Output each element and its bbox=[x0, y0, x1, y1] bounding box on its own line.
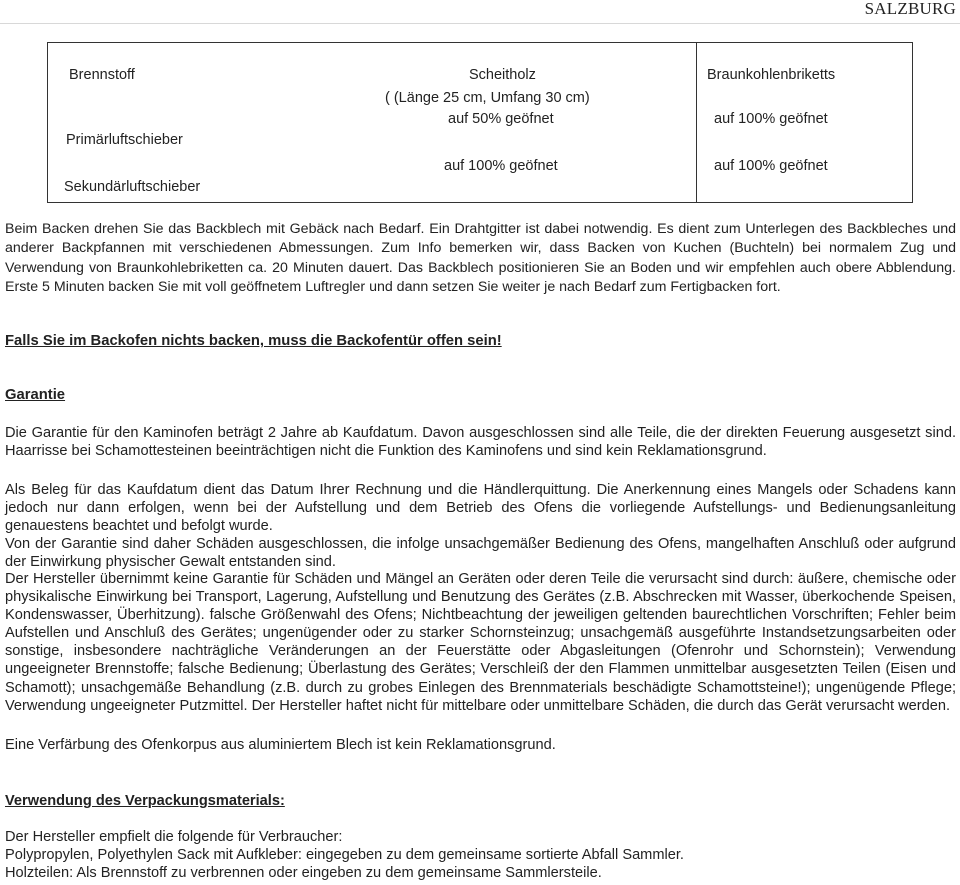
table-column-divider bbox=[696, 42, 697, 203]
table-header-scheitholz: Scheitholz bbox=[469, 67, 536, 83]
table-sekundaer-kohle: auf 100% geöfnet bbox=[714, 158, 828, 174]
garantie-paragraph-4: Der Hersteller übernimmt keine Garantie für Schäden und Mängel an Geräten oder deren Teile die verursacht sind durch: äußere, chemische oder physikalische Einwirkung bei Transport, Lagerung, Aufstellung und Benutzung des Gerätes (z.B. Abschrecken mit Wasser, überkochende Speisen, Kondenswasser, Überhitzung). falsche Größenwahl des Ofens; Nichtbeachtung der jeweiligen geltenden baurechtlichen Vorschriften; Fehler beim Aufstellen und Anschluß des Gerätes; ungenügender oder zu starker Schornsteinzug; unsachgemäß ausgeführte Instandsetzungsarbeiten oder sonstige, insbesondere nachträgliche Veränderungen an der Feuerstätte oder Abgasleitungen (Ofenrohr und Schornstein); Verwendung ungeeigneter Brennstoffe; falsche Bedienung; Überlastung des Gerätes; Verschleiß der den Flammen unmittelbar ausgesetzten Teilen (Eisen und Schamott); unsachgemäße Behandlung (z.B. durch zu grobes Einlegen des Brennmaterials beschädigte Schamottsteine!); ungenügende Pflege; Verwendung ungeeigneter Putzmittel. Der Hersteller haftet nicht für mittelbare oder unmittelbare Schäden, die durch das Gerät verursacht werden. bbox=[5, 571, 956, 714]
table-scheitholz-detail: ( (Länge 25 cm, Umfang 30 cm) bbox=[385, 90, 590, 106]
backen-paragraph: Beim Backen drehen Sie das Backblech mit Gebäck nach Bedarf. Ein Drahtgitter ist dabei notwendig. Es dient zum Unterlegen des Backbleches und anderer Backpfannen mit verschiedenen Abmessungen. Zum Info bemerken wir, dass Backen von Kuchen (Buchteln) bei normalem Zug und Verwendung von Braunkohlebriketten ca. 20 Minuten dauert. Das Backblech positionieren Sie an Boden und wir empfehlen auch obere Abblendung. Erste 5 Minuten backen Sie mit voll geöffnetem Luftregler und dann setzen Sie weiter je nach Bedarf zum Fertigbacken fort. bbox=[5, 221, 956, 295]
verpackung-line-1: Der Hersteller empfielt die folgende für Verbraucher: bbox=[5, 829, 343, 845]
table-primaer-holz: auf 50% geöfnet bbox=[448, 111, 554, 127]
verpackung-heading: Verwendung des Verpackungsmaterials: bbox=[5, 793, 285, 809]
verpackung-line-3: Holzteilen: Als Brennstoff zu verbrennen oder eingeben zu dem gemeinsame Sammlersteile. bbox=[5, 865, 602, 881]
table-primaer-kohle: auf 100% geöfnet bbox=[714, 111, 828, 127]
garantie-heading: Garantie bbox=[5, 387, 66, 403]
garantie-paragraph-3: Von der Garantie sind daher Schäden ausgeschlossen, die infolge unsachgemäßer Bedienung des Ofens, mangelhaften Anschluß oder aufgrund der Einwirkung physischer Gewalt entstanden sind. bbox=[5, 536, 956, 571]
garantie-paragraph-2: Als Beleg für das Kaufdatum dient das Datum Ihrer Rechnung und die Händlerquittung. Die Anerkennung eines Mangels oder Schadens kann jedoch nur dann erfolgen, wenn bei der Aufstellung und dem Betrieb des Ofens die vorliegende Aufstellungs- und Bedienungsanleitung genauestens beachtet und befolgt wurde. bbox=[5, 482, 956, 535]
table-row-primaer-label: Primärluftschieber bbox=[66, 132, 183, 148]
backofen-warning: Falls Sie im Backofen nichts backen, muss die Backofentür offen sein! bbox=[5, 333, 502, 349]
header-divider bbox=[0, 23, 960, 24]
table-header-brennstoff: Brennstoff bbox=[69, 67, 135, 83]
garantie-paragraph-5: Eine Verfärbung des Ofenkorpus aus aluminiertem Blech ist kein Reklamationsgrund. bbox=[5, 737, 556, 753]
verpackung-line-2: Polypropylen, Polyethylen Sack mit Aufkleber: eingegeben zu dem gemeinsame sortierte Abfall Sammler. bbox=[5, 847, 684, 863]
page-header-title: SALZBURG bbox=[864, 0, 956, 18]
table-header-braunkohle: Braunkohlenbriketts bbox=[707, 67, 836, 83]
table-row-sekundaer-label: Sekundärluftschieber bbox=[64, 179, 201, 195]
garantie-paragraph-1: Die Garantie für den Kaminofen beträgt 2 Jahre ab Kaufdatum. Davon ausgeschlossen sind alle Teile, die der direkten Feuerung ausgesetzt sind. Haarrisse bei Schamottesteinen beeinträchtigen nicht die Funktion des Kaminofens und sind kein Reklamationsgrund. bbox=[5, 425, 956, 460]
table-sekundaer-holz: auf 100% geöfnet bbox=[444, 158, 558, 174]
fuel-settings-table bbox=[47, 42, 913, 203]
